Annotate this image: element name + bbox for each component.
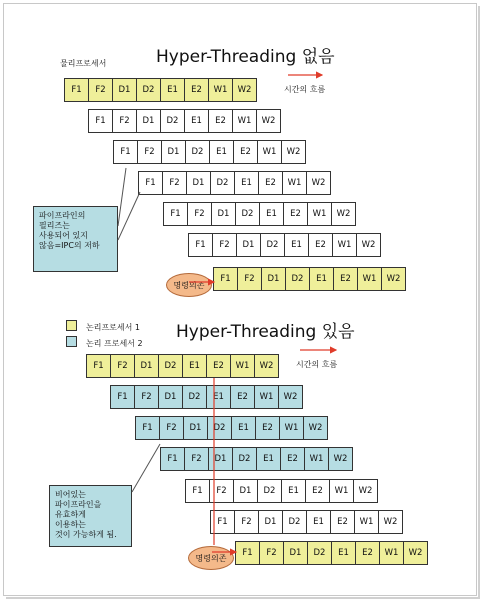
pipeline-stage-cell: E2 — [255, 416, 280, 440]
pipeline-stage-cell: E2 — [206, 354, 231, 378]
pipeline-stage-cell: W2 — [378, 510, 403, 534]
pipeline-stage-cell: D2 — [158, 354, 183, 378]
pipeline-stage-cell: D2 — [307, 541, 332, 565]
pipeline-stage-cell: W1 — [282, 171, 307, 195]
pipeline-stage-cell: D2 — [260, 233, 285, 257]
pipeline-stage-cell: W1 — [332, 233, 357, 257]
pipeline-stage-cell: W1 — [208, 78, 233, 102]
pipeline-stage-cell: F2 — [162, 171, 187, 195]
pipeline-stage-cell: W2 — [303, 416, 328, 440]
pipeline-stage-cell: D1 — [208, 447, 233, 471]
pipeline-stage-cell: F1 — [138, 171, 163, 195]
pipeline-stage-cell: E2 — [283, 202, 308, 226]
pipeline-stage-cell: D2 — [235, 202, 260, 226]
pipeline-stage-cell: E2 — [330, 510, 355, 534]
pipeline-stage-cell: E1 — [309, 267, 334, 291]
pipeline-stage-cell: F1 — [163, 202, 188, 226]
instruction-dependency-bubble-2: 명령의존 — [188, 546, 234, 570]
pipeline-stage-cell: D1 — [283, 541, 308, 565]
pipeline-stage-cell: F1 — [188, 233, 213, 257]
pipeline-stage-cell: D1 — [136, 109, 161, 133]
pipeline-stage-cell: W2 — [356, 233, 381, 257]
pipeline-stage-cell: D1 — [134, 354, 159, 378]
pipeline-stage-cell: F1 — [210, 510, 235, 534]
note-pointer-2 — [132, 444, 160, 492]
pipeline-stage-cell: F1 — [185, 479, 210, 503]
pipeline-stage-cell: F2 — [259, 541, 284, 565]
pipeline-stage-cell: W2 — [353, 479, 378, 503]
legend-label-processor2: 논리 프로세서 2 — [86, 339, 143, 348]
pipeline-stage-cell: F2 — [237, 267, 262, 291]
pipeline-stage-cell: E2 — [305, 479, 330, 503]
pipeline-stage-cell: W2 — [281, 140, 306, 164]
pipeline-stage-cell: F1 — [213, 267, 238, 291]
pipeline-stage-cell: W2 — [381, 267, 406, 291]
pipeline-stage-cell: D2 — [207, 416, 232, 440]
pipeline-stage-cell: F2 — [209, 479, 234, 503]
pipeline-stage-cell: D2 — [182, 385, 207, 409]
pipeline-stage-cell: F1 — [235, 541, 260, 565]
pipeline-stage-cell: W1 — [307, 202, 332, 226]
pipeline-stage-cell: F1 — [110, 385, 135, 409]
note-pointer-1a — [118, 168, 126, 226]
pipeline-stage-cell: W1 — [379, 541, 404, 565]
pipeline-stage-cell: E1 — [284, 233, 309, 257]
pipeline-stage-cell: W1 — [329, 479, 354, 503]
physical-processor-label: 물리프로세서 — [60, 59, 107, 68]
pipeline-stage-cell: F1 — [88, 109, 113, 133]
pipeline-stage-cell: D2 — [285, 267, 310, 291]
pipeline-bubble-note: 파이프라인의 필리즈는 사용되어 있지 않음=IPC의 저하 — [33, 206, 118, 272]
pipeline-stage-cell: E2 — [233, 140, 258, 164]
pipeline-stage-cell: D2 — [185, 140, 210, 164]
pipeline-stage-cell: E1 — [281, 479, 306, 503]
pipeline-stage-cell: F1 — [113, 140, 138, 164]
pipeline-stage-cell: W1 — [257, 140, 282, 164]
pipeline-stage-cell: E2 — [333, 267, 358, 291]
pipeline-stage-cell: F1 — [160, 447, 185, 471]
pipeline-utilized-note: 비어있는 파이프라인을 유효하게 이용하는 것이 가능하게 됨. — [49, 485, 132, 547]
pipeline-stage-cell: E1 — [184, 109, 209, 133]
pipeline-stage-cell: F2 — [159, 416, 184, 440]
pipeline-stage-cell: F1 — [86, 354, 111, 378]
pipeline-stage-cell: F2 — [184, 447, 209, 471]
time-flow-label-2: 시간의 흐름 — [296, 360, 338, 369]
pipeline-stage-cell: E1 — [331, 541, 356, 565]
pipeline-stage-cell: D1 — [258, 510, 283, 534]
pipeline-stage-cell: W1 — [304, 447, 329, 471]
pipeline-stage-cell: D1 — [261, 267, 286, 291]
pipeline-stage-cell: E1 — [259, 202, 284, 226]
pipeline-stage-cell: D2 — [160, 109, 185, 133]
pipeline-stage-cell: E1 — [231, 416, 256, 440]
pipeline-stage-cell: E2 — [280, 447, 305, 471]
pipeline-stage-cell: E2 — [230, 385, 255, 409]
pipeline-stage-cell: D1 — [161, 140, 186, 164]
pipeline-stage-cell: F2 — [137, 140, 162, 164]
pipeline-stage-cell: D1 — [186, 171, 211, 195]
pipeline-stage-cell: E2 — [308, 233, 333, 257]
pipeline-stage-cell: D1 — [211, 202, 236, 226]
pipeline-stage-cell: F2 — [110, 354, 135, 378]
pipeline-stage-cell: F1 — [64, 78, 89, 102]
pipeline-stage-cell: E1 — [234, 171, 259, 195]
title-with-hyperthreading: Hyper-Threading 있음 — [176, 322, 355, 342]
pipeline-stage-cell: W1 — [357, 267, 382, 291]
pipeline-stage-cell: D1 — [183, 416, 208, 440]
pipeline-stage-cell: E1 — [182, 354, 207, 378]
pipeline-stage-cell: F2 — [187, 202, 212, 226]
pipeline-stage-cell: W2 — [328, 447, 353, 471]
pipeline-stage-cell: D1 — [236, 233, 261, 257]
pipeline-stage-cell: E2 — [208, 109, 233, 133]
pipeline-stage-cell: W2 — [278, 385, 303, 409]
pipeline-stage-cell: E2 — [355, 541, 380, 565]
pipeline-stage-cell: W1 — [354, 510, 379, 534]
pipeline-stage-cell: W1 — [279, 416, 304, 440]
pipeline-stage-cell: D2 — [257, 479, 282, 503]
time-flow-label-1: 시간의 흐름 — [284, 85, 326, 94]
pipeline-stage-cell: W2 — [306, 171, 331, 195]
pipeline-stage-cell: E1 — [306, 510, 331, 534]
pipeline-stage-cell: F2 — [112, 109, 137, 133]
pipeline-stage-cell: E1 — [256, 447, 281, 471]
pipeline-stage-cell: W1 — [232, 109, 257, 133]
pipeline-stage-cell: F2 — [234, 510, 259, 534]
pipeline-stage-cell: W1 — [254, 385, 279, 409]
pipeline-stage-cell: W2 — [232, 78, 257, 102]
pipeline-stage-cell: E2 — [184, 78, 209, 102]
pipeline-stage-cell: F2 — [212, 233, 237, 257]
pipeline-stage-cell: D1 — [112, 78, 137, 102]
pipeline-stage-cell: E1 — [160, 78, 185, 102]
pipeline-stage-cell: F2 — [88, 78, 113, 102]
pipeline-stage-cell: F2 — [134, 385, 159, 409]
pipeline-stage-cell: W2 — [331, 202, 356, 226]
pipeline-stage-cell: E1 — [206, 385, 231, 409]
pipeline-stage-cell: D2 — [136, 78, 161, 102]
instruction-dependency-bubble-1: 명령의존 — [166, 273, 212, 297]
pipeline-stage-cell: W2 — [403, 541, 428, 565]
pipeline-stage-cell: D2 — [282, 510, 307, 534]
pipeline-stage-cell: E1 — [209, 140, 234, 164]
pipeline-stage-cell: W2 — [254, 354, 279, 378]
title-no-hyperthreading: Hyper-Threading 없음 — [156, 47, 335, 67]
pipeline-stage-cell: D2 — [210, 171, 235, 195]
pipeline-stage-cell: E2 — [258, 171, 283, 195]
pipeline-stage-cell: F1 — [135, 416, 160, 440]
pipeline-stage-cell: W2 — [256, 109, 281, 133]
legend-label-processor1: 논리프로세서 1 — [86, 323, 141, 332]
pipeline-stage-cell: D2 — [232, 447, 257, 471]
pipeline-stage-cell: D1 — [233, 479, 258, 503]
pipeline-stage-cell: D1 — [158, 385, 183, 409]
pipeline-stage-cell: W1 — [230, 354, 255, 378]
